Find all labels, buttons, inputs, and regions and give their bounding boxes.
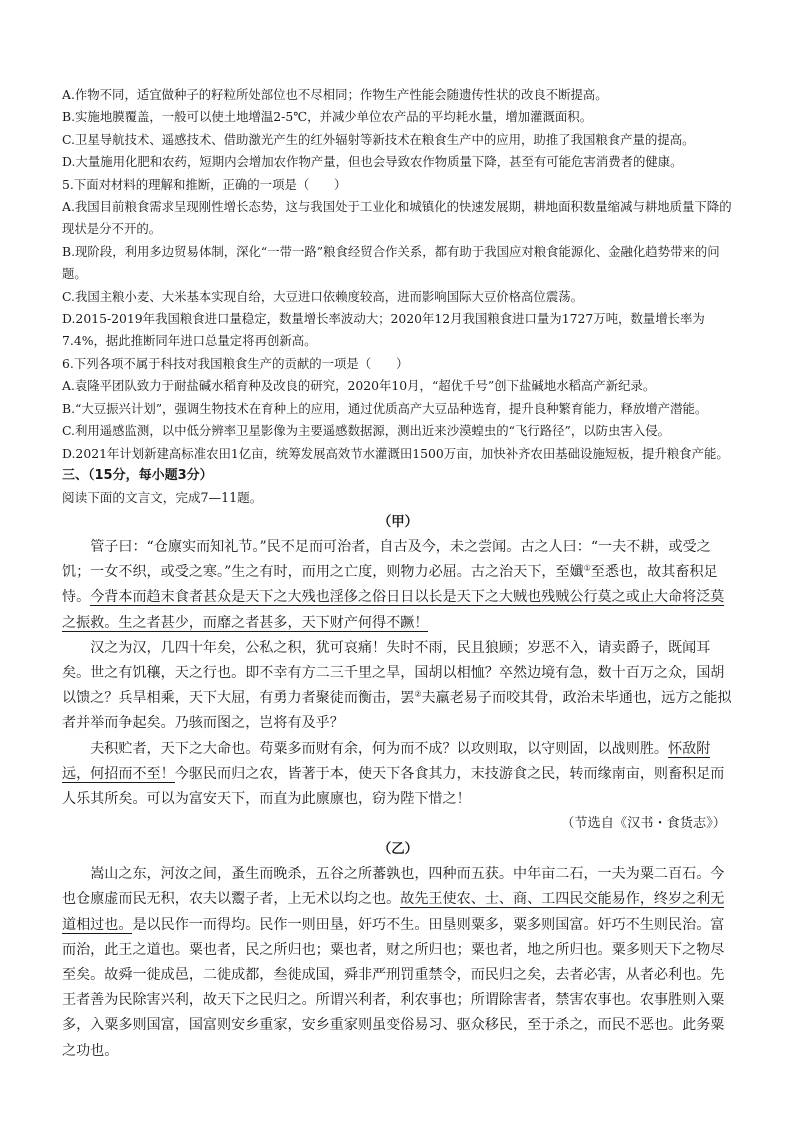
passage-yi-title: （乙） [377, 842, 419, 858]
q5-option-d: D.2015-2019年我国粮食进口量稳定，数量增长率波动大；2020年12月我国粮食进口量为1727万吨，数量增长率为7.4%，据此推断同年进口总量定将再创新高。 [62, 311, 705, 349]
underlined-sentence: 今背本而趋末食者甚众是天下之大残也淫侈之俗日日以长是天下之大贼也残贼公行莫之或止大命将泛莫之振救。生之者甚少，而靡之者甚多，天下财产何得不蹶！ [62, 589, 725, 631]
text-span: 至悉也，故其畜积足恃。 [62, 564, 718, 606]
q6-stem: 6.下列各项不属于科技对我国粮食生产的贡献的一项是（ ） [62, 355, 409, 371]
q5-option-c: C.我国主粮小麦、大米基本实现自给，大豆进口依赖度较高，进而影响国际大豆价格高位震荡。 [62, 288, 583, 304]
text-span: 是以民作一而得均。民作一则田垦，奸巧不生。田垦则粟多，粟多则国富。奸巧不生则民治。富而治，此王之道也。粟也者，民之所归也；粟也者，财之所归也；粟也者，地之所归也。粟多则天下之物尽至矣。故舜一徙成邑，二徙成都，叁徙成国，舜非严刑罚重禁令，而民归之矣，去者必害，从者必利也。先王者善为民除害兴利，故天下之民归之。所谓兴利者，利农事也；所谓除害者，禁害农事也。农事胜则入粟多，入粟多则国富，国富则安乡重家，安乡重家则虽变俗易习、驱众移民，至于杀之，而民不恶也。此务粟之功也。 [62, 916, 725, 1059]
underlined-sentence: 怀敌附远，何招而不至！ [62, 740, 711, 782]
exam-page [62, 84, 734, 1064]
footnote-marker: ① [583, 563, 591, 573]
q5-option-a: A.我国目前粮食需求呈现刚性增长态势，这与我国处于工业化和城镇化的快速发展期，耕地面积数量缩减与耕地质量下降的现状是分不开的。 [62, 199, 732, 237]
passage-jia-paragraph-1 [62, 535, 734, 636]
q5-option-b: B.现阶段，利用多边贸易体制，深化“一带一路”粮食经贸合作关系，都有助于我国应对粮食能源化、金融化趋势带来的问题。 [62, 243, 720, 282]
q6-option-b: B.“大豆振兴计划”，强调生物技术在育种上的应用，通过优质高产大豆品种选育，提升良种繁育能力，释放增产潜能。 [62, 400, 708, 416]
passage-jia-title: （甲） [377, 514, 419, 530]
text-span: 管子曰：“仓廪实而知礼节。”民不足而可治者，自古及今，未之尝闻。古之人曰：“一夫不耕，或受之饥；一女不织，或受之寒。”生之有时，而用之亡度，则物力必屈。古之治天下，至孅 [62, 538, 711, 581]
q4-option-b: B.实施地膜覆盖，一般可以使土地增温2-5℃，并减少单位农产品的平均耗水量，增加灌溉面积。 [62, 109, 593, 125]
footnote-marker: ② [414, 689, 422, 699]
passage-yi-paragraph-1 [62, 862, 734, 1064]
q4-option-a: A.作物不同，适宜做种子的籽粒所处部位也不尽相同；作物生产性能会随遗传性状的改良不断提高。 [62, 87, 608, 102]
text-span: 夫羸老易子而咬其骨，政治未毕通也，远方之能拟者并举而争起矣。乃骇而图之，岂将有及乎？ [62, 690, 732, 732]
q4-option-c: C.卫星导航技术、遥感技术、借助激光产生的红外辐射等新技术在粮食生产中的应用，助推了我国粮食产量的提高。 [62, 131, 695, 147]
q6-option-c: C.利用遥感监测，以中低分辨率卫星影像为主要遥感数据源，测出近来沙漠蝗虫的“飞行路径”，以防虫害入侵。 [62, 423, 671, 439]
text-span: 汉之为汉，几四十年矣，公私之积，犹可哀痛！失时不雨，民且狼顾；岁恶不入，请卖爵子，既闻耳矣。世之有饥穰，天之行也。即不幸有方二三千里之旱，国胡以相恤？卒然边境有急，数十百万之众，国胡以馈之？兵旱相乘，天下大屈，有勇力者聚徒而衡击，罢 [62, 639, 725, 707]
underlined-sentence: 故先王使农、士、商、工四民交能易作，终岁之利无道相过也。 [62, 891, 725, 933]
text-span: 今驱民而归之农，皆著于本，使天下各食其力，末技游食之民，转而缘南亩，则畜积足而人乐其所矣。可以为富安天下，而直为此廪廪也，窃为陛下惜之！ [62, 765, 725, 807]
q5-stem: 5.下面对材料的理解和推断，正确的一项是（ ） [62, 176, 347, 192]
passage-jia-source: （节选自《汉书・食货志》） [561, 816, 726, 832]
q6-option-a: A.袁隆平团队致力于耐盐碱水稻育种及改良的研究，2020年10月，“超优千号”创下盐碱地水稻高产新纪录。 [62, 378, 656, 394]
section-3-intro: 阅读下面的文言文，完成7—11题。 [62, 489, 263, 505]
passage-jia-paragraph-2 [62, 636, 734, 737]
text-span: 嵩山之东，河汝之间，蚤生而晚杀，五谷之所蕃孰也，四种而五获。中年亩二石，一夫为粟二百石。今也仓廪虚而民无积，农夫以鬻子者，上无术以均之也。 [62, 866, 725, 908]
q6-option-d: D.2021年计划新建高标准农田1亿亩，统筹发展高效节水灌溉田1500万亩，加快补齐农田基础设施短板，提升粮食产能。 [62, 445, 729, 461]
section-3-header: 三、（15分，每小题3分） [62, 467, 213, 483]
passage-jia-paragraph-3 [62, 737, 734, 813]
text-span: 夫积贮者，天下之大命也。苟粟多而财有余，何为而不成？以攻则取，以守则固，以战则胜。 [90, 740, 669, 757]
q4-option-d: D.大量施用化肥和农药，短期内会增加农作物产量，但也会导致农作物质量下降，甚至有可能危害消费者的健康。 [62, 154, 683, 170]
